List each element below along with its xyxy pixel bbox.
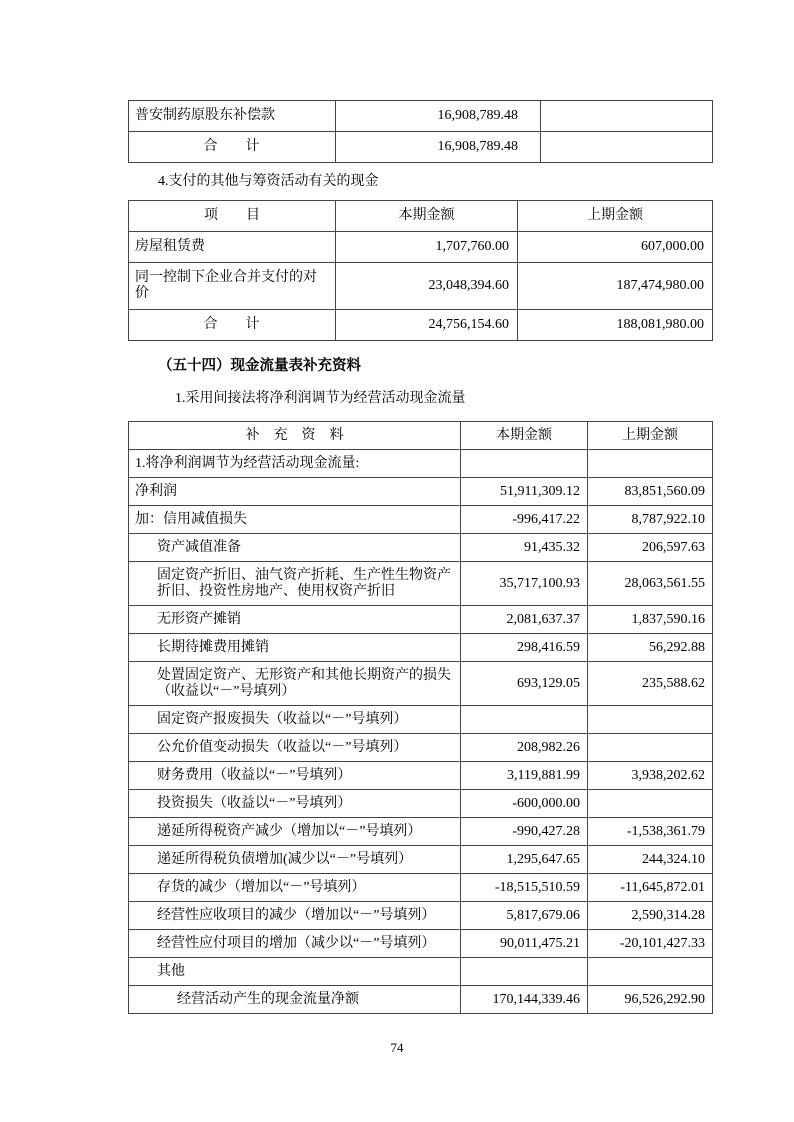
current-amount-cell: 35,717,100.93: [461, 562, 588, 606]
item-label-cell: 公允价值变动损失（收益以“－”号填列）: [129, 734, 461, 762]
prior-amount-cell: [588, 734, 713, 762]
column-header-prior-amount: 上期金额: [588, 422, 713, 450]
current-amount-cell: 298,416.59: [461, 634, 588, 662]
prior-amount-cell: 28,063,561.55: [588, 562, 713, 606]
current-amount-cell: 5,817,679.06: [461, 902, 588, 930]
current-amount-cell: 693,129.05: [461, 662, 588, 706]
item-label-cell: 普安制药原股东补偿款: [129, 101, 336, 132]
section4-title: 4.支付的其他与筹资活动有关的现金: [158, 174, 379, 189]
table-row: [129, 606, 713, 634]
current-amount-cell: -996,417.22: [461, 506, 588, 534]
item-label-cell: 固定资产折旧、油气资产折耗、生产性生物资产折旧、投资性房地产、使用权资产折旧: [129, 562, 461, 606]
table-row: [129, 263, 713, 310]
column-header-current-amount: 本期金额: [461, 422, 588, 450]
table-row: [129, 874, 713, 902]
table-row: [129, 132, 713, 163]
item-label-cell: 财务费用（收益以“－”号填列）: [129, 762, 461, 790]
prior-amount-cell: 188,081,980.00: [518, 310, 713, 341]
prior-amount-cell: -11,645,872.01: [588, 874, 713, 902]
prior-amount-cell: 187,474,980.00: [518, 263, 713, 310]
table-row: [129, 506, 713, 534]
current-amount-cell: -600,000.00: [461, 790, 588, 818]
item-label-cell: 净利润: [129, 478, 461, 506]
prior-amount-cell: 1,837,590.16: [588, 606, 713, 634]
table-row: [129, 662, 713, 706]
table-row: [129, 478, 713, 506]
current-amount-cell: 90,011,475.21: [461, 930, 588, 958]
item-label-cell: 存货的减少（增加以“－”号填列）: [129, 874, 461, 902]
item-label-cell: 经营性应收项目的减少（增加以“－”号填列）: [129, 902, 461, 930]
current-amount-cell: 208,982.26: [461, 734, 588, 762]
prior-amount-cell: 3,938,202.62: [588, 762, 713, 790]
current-amount-cell: 1,707,760.00: [336, 232, 518, 263]
prior-amount-cell: [588, 450, 713, 478]
table-row: [129, 534, 713, 562]
prior-amount-cell: 83,851,560.09: [588, 478, 713, 506]
item-label-cell: 合 计: [129, 132, 336, 163]
table-row: [129, 310, 713, 341]
current-amount-cell: 16,908,789.48: [336, 101, 541, 132]
column-header-supplementary-info: 补 充 资 料: [129, 422, 461, 450]
current-amount-cell: 16,908,789.48: [336, 132, 541, 163]
item-label-cell: 房屋租赁费: [129, 232, 336, 263]
compensation-continuation-table: [128, 100, 713, 163]
current-amount-cell: 51,911,309.12: [461, 478, 588, 506]
item-label-cell: 合 计: [129, 310, 336, 341]
item-label-cell: 1.将净利润调节为经营活动现金流量:: [129, 450, 461, 478]
item-label-cell: 递延所得税负债增加(减少以“－”号填列）: [129, 846, 461, 874]
prior-amount-cell: -20,101,427.33: [588, 930, 713, 958]
current-amount-cell: 3,119,881.99: [461, 762, 588, 790]
table-row: [129, 762, 713, 790]
item-label-cell: 其他: [129, 958, 461, 986]
table-row: [129, 958, 713, 986]
current-amount-cell: [461, 706, 588, 734]
prior-amount-cell: [541, 101, 713, 132]
prior-amount-cell: 2,590,314.28: [588, 902, 713, 930]
table-row: [129, 101, 713, 132]
current-amount-cell: -18,515,510.59: [461, 874, 588, 902]
table-header-row: [129, 422, 713, 450]
table-row: [129, 562, 713, 606]
table-row: [129, 790, 713, 818]
page-number: 74: [390, 1040, 404, 1055]
column-header-item: 项 目: [129, 201, 336, 232]
table-row: [129, 902, 713, 930]
item-label-cell: 经营活动产生的现金流量净额: [129, 986, 461, 1014]
financing-cash-table: [128, 200, 713, 341]
item-label-cell: 无形资产摊销: [129, 606, 461, 634]
prior-amount-cell: [588, 790, 713, 818]
table-row: [129, 846, 713, 874]
item-label-cell: 固定资产报废损失（收益以“－”号填列）: [129, 706, 461, 734]
column-header-prior-amount: 上期金额: [518, 201, 713, 232]
section54-heading: （五十四）现金流量表补充资料: [158, 358, 361, 374]
table-row: [129, 818, 713, 846]
prior-amount-cell: 206,597.63: [588, 534, 713, 562]
current-amount-cell: 24,756,154.60: [336, 310, 518, 341]
table-row: [129, 450, 713, 478]
item-label-cell: 处置固定资产、无形资产和其他长期资产的损失（收益以“－”号填列）: [129, 662, 461, 706]
supplementary-info-table: [128, 421, 713, 1014]
current-amount-cell: [461, 958, 588, 986]
table-row: [129, 986, 713, 1014]
prior-amount-cell: 8,787,922.10: [588, 506, 713, 534]
section54-subheading: 1.采用间接法将净利润调节为经营活动现金流量: [175, 391, 466, 406]
current-amount-cell: -990,427.28: [461, 818, 588, 846]
item-label-cell: 长期待摊费用摊销: [129, 634, 461, 662]
table-row: [129, 706, 713, 734]
table-row: [129, 232, 713, 263]
current-amount-cell: 1,295,647.65: [461, 846, 588, 874]
current-amount-cell: 170,144,339.46: [461, 986, 588, 1014]
table-row: [129, 734, 713, 762]
item-label-cell: 投资损失（收益以“－”号填列）: [129, 790, 461, 818]
table-header-row: [129, 201, 713, 232]
item-label-cell: 同一控制下企业合并支付的对价: [129, 263, 336, 310]
prior-amount-cell: 607,000.00: [518, 232, 713, 263]
item-label-cell: 加：信用减值损失: [129, 506, 461, 534]
item-label-cell: 递延所得税资产减少（增加以“－”号填列）: [129, 818, 461, 846]
item-label-cell: 经营性应付项目的增加（减少以“－”号填列）: [129, 930, 461, 958]
table-row: [129, 930, 713, 958]
current-amount-cell: 2,081,637.37: [461, 606, 588, 634]
current-amount-cell: 91,435.32: [461, 534, 588, 562]
prior-amount-cell: -1,538,361.79: [588, 818, 713, 846]
prior-amount-cell: 235,588.62: [588, 662, 713, 706]
item-label-cell: 资产减值准备: [129, 534, 461, 562]
current-amount-cell: 23,048,394.60: [336, 263, 518, 310]
prior-amount-cell: 96,526,292.90: [588, 986, 713, 1014]
prior-amount-cell: [588, 706, 713, 734]
page-content: [128, 100, 712, 1014]
current-amount-cell: [461, 450, 588, 478]
prior-amount-cell: [541, 132, 713, 163]
prior-amount-cell: [588, 958, 713, 986]
column-header-current-amount: 本期金额: [336, 201, 518, 232]
prior-amount-cell: 56,292.88: [588, 634, 713, 662]
prior-amount-cell: 244,324.10: [588, 846, 713, 874]
table-row: [129, 634, 713, 662]
